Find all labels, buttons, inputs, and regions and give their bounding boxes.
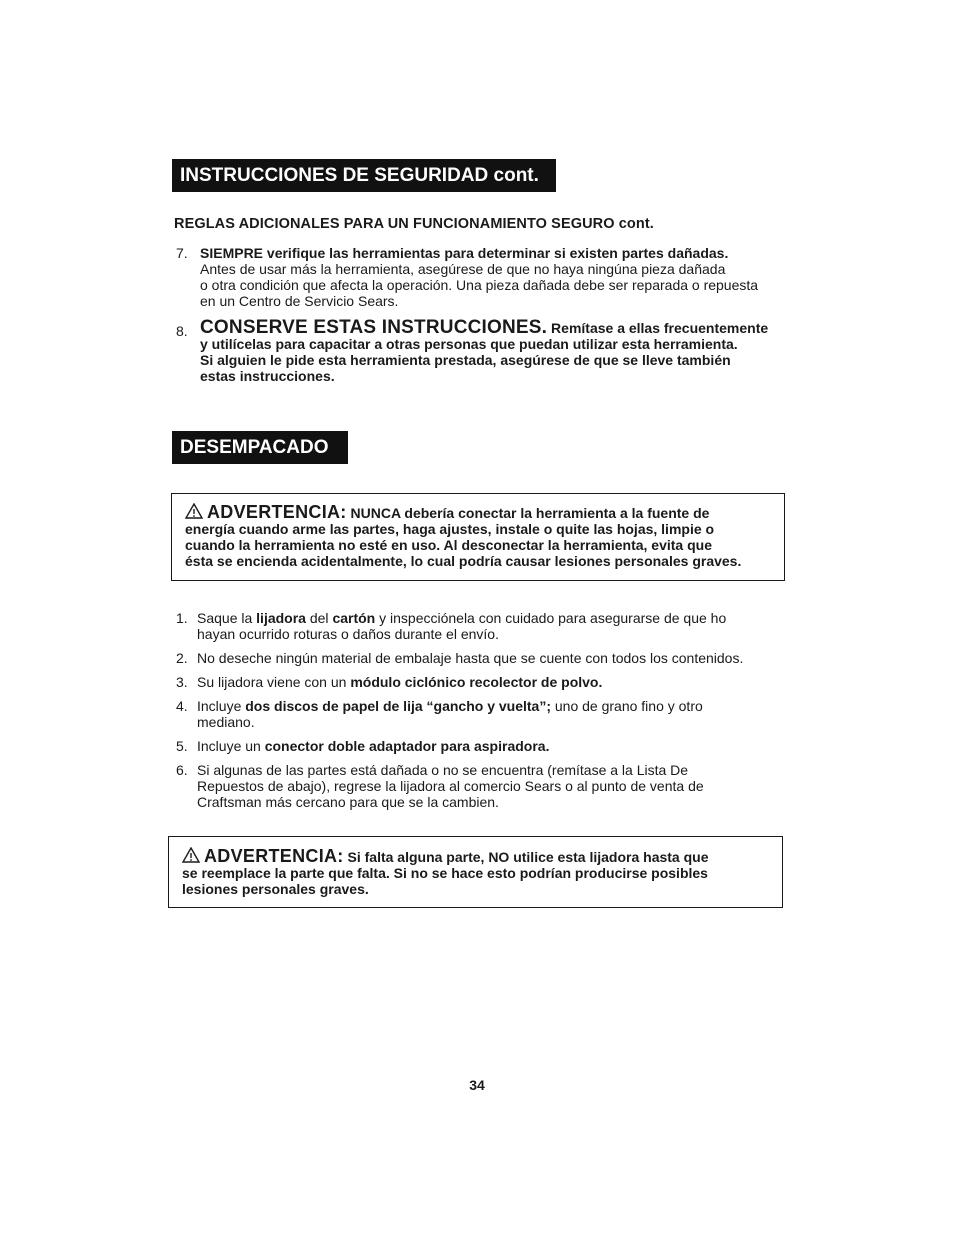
list-text: Saque la bbox=[197, 610, 257, 626]
list-text-bold: dos discos de papel de lija “gancho y vuelta”; bbox=[245, 698, 551, 714]
unpacking-list bbox=[176, 610, 816, 810]
list-number: 5. bbox=[176, 738, 188, 754]
list-item bbox=[176, 698, 816, 730]
list-text: No deseche ningún material de embalaje hasta que se cuente con todos los contenidos. bbox=[197, 650, 744, 666]
list-text: uno de grano fino y otro bbox=[551, 698, 703, 714]
rule-line: o otra condición que afecta la operación. Una pieza dañada debe ser reparada o repuesta bbox=[200, 277, 759, 293]
warning-text: Si falta alguna parte, NO utilice esta lijadora hasta que bbox=[347, 849, 709, 865]
rule-lead: SIEMPRE verifique las herramientas para determinar si existen partes dañadas. bbox=[200, 245, 729, 261]
warning-title: ADVERTENCIA: bbox=[204, 846, 344, 866]
warning-line: lesiones personales graves. bbox=[182, 881, 369, 897]
list-text-cont: mediano. bbox=[197, 714, 255, 730]
warning-triangle-icon bbox=[185, 503, 203, 519]
list-text: y inspecciónela con cuidado para asegurarse de que ho bbox=[375, 610, 727, 626]
rule-item-7 bbox=[176, 245, 816, 315]
page-number: 34 bbox=[469, 1077, 485, 1093]
warning-line: ésta se encienda acidentalmente, lo cual podría causar lesiones personales graves. bbox=[185, 553, 742, 569]
rule-line: en un Centro de Servicio Sears. bbox=[200, 293, 399, 309]
warning-text: NUNCA debería conectar la herramienta a la fuente de bbox=[350, 505, 710, 521]
warning-line: cuando la herramienta no esté en uso. Al desconectar la herramienta, evita que bbox=[185, 537, 712, 553]
list-text-bold: cartón bbox=[332, 610, 376, 626]
list-text: del bbox=[305, 610, 333, 626]
rule-line: y utilícelas para capacitar a otras personas que puedan utilizar esta herramienta. bbox=[200, 336, 738, 352]
list-text: Incluye un bbox=[197, 738, 265, 754]
list-number: 4. bbox=[176, 698, 188, 714]
banner-title: INSTRUCCIONES DE SEGURIDAD cont. bbox=[180, 165, 539, 186]
rule-item-8 bbox=[176, 317, 816, 395]
rule-line: Antes de usar más la herramienta, asegúrese de que no haya ningúna pieza dañada bbox=[200, 261, 726, 277]
list-text: Repuestos de abajo), regrese la lijadora al comercio Sears o al punto de venta de bbox=[197, 778, 704, 794]
list-item bbox=[176, 762, 816, 810]
warning-triangle-icon bbox=[182, 847, 200, 863]
list-text-bold: módulo ciclónico recolector de polvo. bbox=[350, 674, 603, 690]
list-item bbox=[176, 610, 816, 642]
warning-title: ADVERTENCIA: bbox=[207, 502, 347, 522]
rule-line: estas instrucciones. bbox=[200, 368, 335, 384]
list-number: 3. bbox=[176, 674, 188, 690]
list-text: Si algunas de las partes está dañada o no se encuentra (remítase a la Lista De bbox=[197, 762, 689, 778]
list-number: 2. bbox=[176, 650, 188, 666]
rule-number: 7. bbox=[176, 245, 188, 261]
warning-line: energía cuando arme las partes, haga ajustes, instale o quite las hojas, limpie o bbox=[185, 521, 715, 537]
list-text: Su lijadora viene con un bbox=[197, 674, 351, 690]
rule-number: 8. bbox=[176, 323, 188, 339]
banner-title: DESEMPACADO bbox=[180, 437, 329, 458]
list-number: 1. bbox=[176, 610, 188, 626]
list-item bbox=[176, 738, 816, 754]
warning-line: se reemplace la parte que falta. Si no se hace esto podrían producirse posibles bbox=[182, 865, 708, 881]
list-item bbox=[176, 674, 816, 690]
rule-lead-rest: Remítase a ellas frecuentemente bbox=[551, 320, 769, 336]
section-banner-seguridad bbox=[172, 159, 556, 192]
subheading-reglas: REGLAS ADICIONALES PARA UN FUNCIONAMIENTO SEGURO cont. bbox=[174, 216, 654, 232]
warning-box-missing-parts bbox=[168, 836, 783, 908]
list-item bbox=[176, 650, 816, 666]
section-banner-desempacado bbox=[172, 431, 348, 464]
rule-line: Si alguien le pide esta herramienta prestada, asegúrese de que se lleve también bbox=[200, 352, 731, 368]
list-number: 6. bbox=[176, 762, 188, 778]
rule-lead-big: CONSERVE ESTAS INSTRUCCIONES. bbox=[200, 317, 548, 338]
list-text-bold: conector doble adaptador para aspiradora. bbox=[264, 738, 550, 754]
list-text: Craftsman más cercano para que se la cambien. bbox=[197, 794, 499, 810]
list-text-bold: lijadora bbox=[256, 610, 306, 626]
list-text: Incluye bbox=[197, 698, 246, 714]
list-text-cont: hayan ocurrido roturas o daños durante el envío. bbox=[197, 626, 499, 642]
warning-box-connection bbox=[171, 493, 785, 581]
